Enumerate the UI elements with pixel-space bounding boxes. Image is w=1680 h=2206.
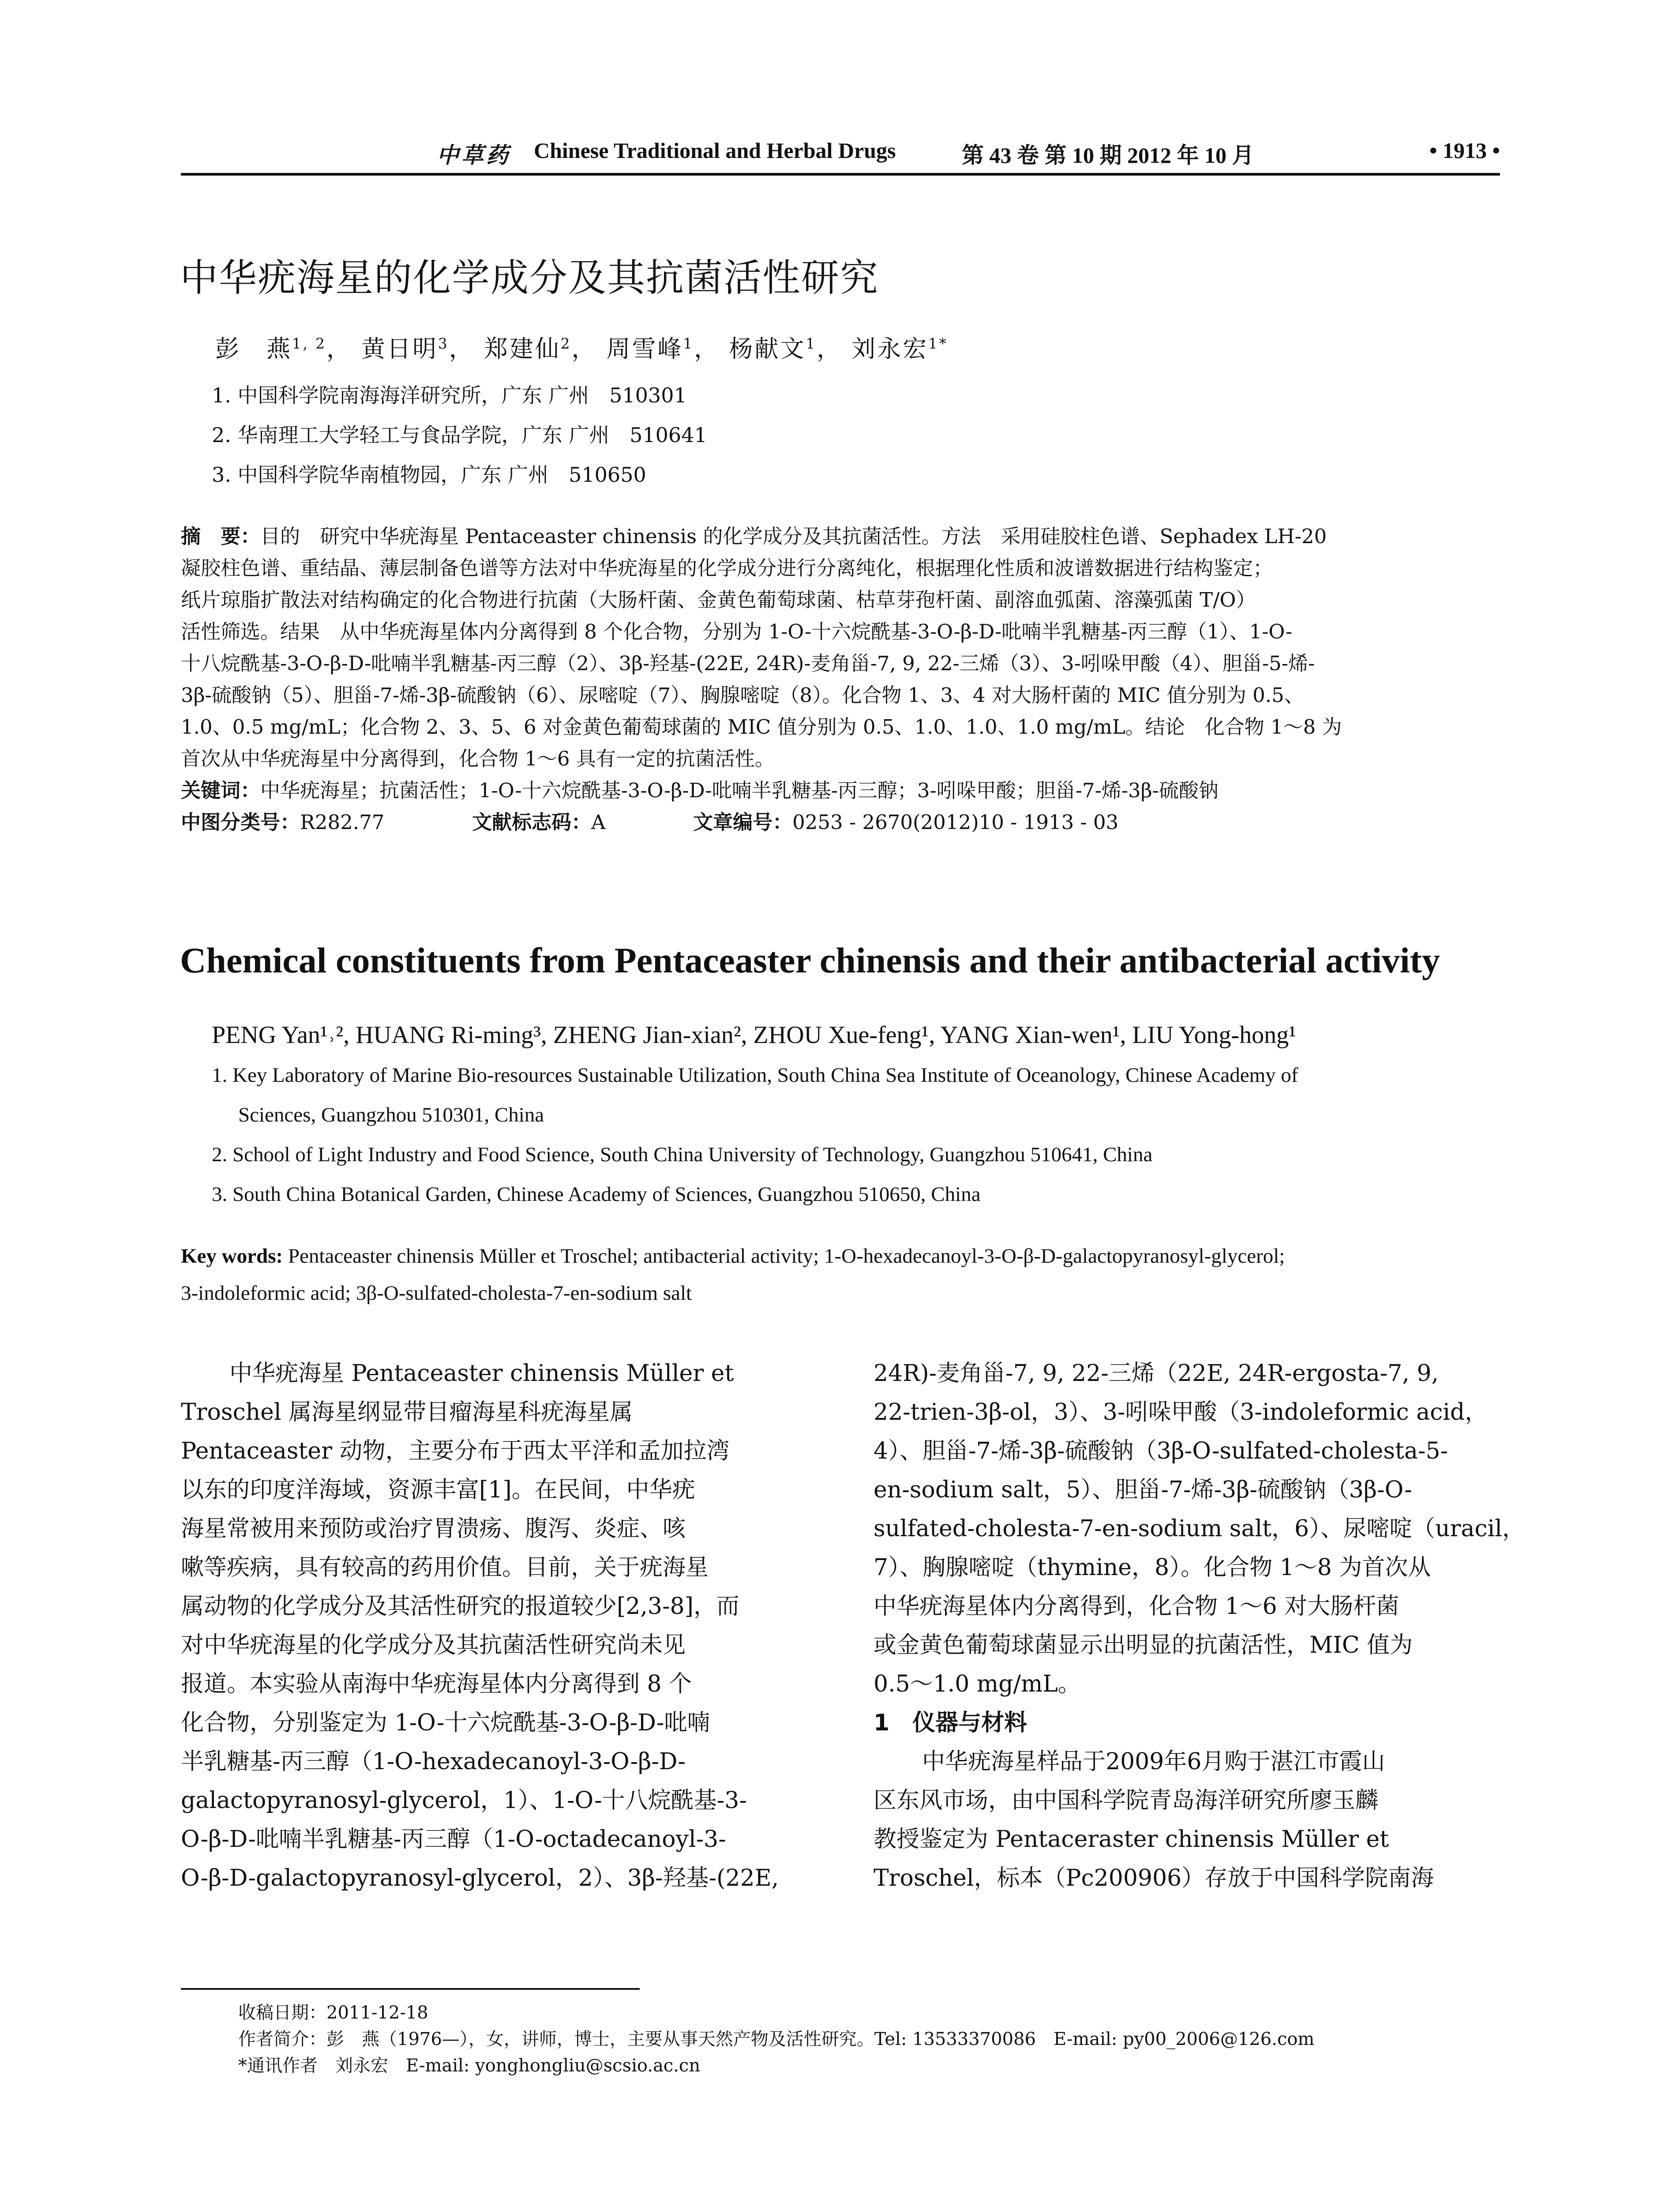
journal-name-en: Chinese Traditional and Herbal Drugs bbox=[534, 138, 896, 163]
body-line: Troschel，标本（Pc200906）存放于中国科学院南海 bbox=[874, 1865, 1434, 1891]
author-sup: 1 bbox=[683, 335, 694, 352]
page-number: • 1913 • bbox=[1429, 138, 1500, 163]
body-right-column bbox=[874, 1354, 1525, 1898]
abstract-text: 目的 研究中华疣海星 Pentaceaster chinensis 的化学成分及其抗菌活性。方法 采用硅胶柱色谱、Sephadex LH-20 bbox=[260, 525, 1327, 548]
body-line: O-β-D-galactopyranosyl-glycerol，2）、3β-羟基-(22E, bbox=[181, 1865, 779, 1891]
body-line: 中华疣海星 Pentaceaster chinensis Müller et bbox=[229, 1360, 734, 1387]
abstract-label: 摘 要： bbox=[181, 525, 261, 548]
affiliation-en-1: 1. Key Laboratory of Marine Bio-resources Sustainable Utilization, South China Sea Institute of Oceanology, Chinese Academy of bbox=[212, 1064, 1298, 1087]
keywords-en-cont: 3-indoleformic acid; 3β-O-sulfated-cholesta-7-en-sodium salt bbox=[181, 1282, 692, 1305]
authors-en: PENG Yan¹˒², HUANG Ri-ming³, ZHENG Jian-xian², ZHOU Xue-feng¹, YANG Xian-wen¹, LIU Yong-hong¹ bbox=[212, 1021, 1296, 1049]
footnote-corresponding: *通讯作者 刘永宏 E-mail: yonghongliu@scsio.ac.cn bbox=[238, 2056, 701, 2076]
body-line: Troschel 属海星纲显带目瘤海星科疣海星属 bbox=[181, 1399, 633, 1426]
footnote-received: 收稿日期：2011-12-18 bbox=[238, 2003, 428, 2023]
abstract-line: 凝胶柱色谱、重结晶、薄层制备色谱等方法对中华疣海星的化学成分进行分离纯化，根据理化性质和波谱数据进行结构鉴定； bbox=[181, 556, 1273, 580]
author-cn: 郑建仙 bbox=[484, 335, 561, 363]
body-line: 半乳糖基-丙三醇（1-O-hexadecanoyl-3-O-β-D- bbox=[181, 1748, 686, 1775]
body-line: 中华疣海星样品于2009年6月购于湛江市霞山 bbox=[922, 1748, 1385, 1775]
abstract-line: 纸片琼脂扩散法对结构确定的化合物进行抗菌（大肠杆菌、金黄色葡萄球菌、枯草芽孢杆菌、副溶血弧菌、溶藻弧菌 T/O） bbox=[181, 588, 1256, 612]
body-line: 中华疣海星体内分离得到，化合物 1～6 对大肠杆菌 bbox=[874, 1593, 1399, 1620]
affiliation-en-3: 3. South China Botanical Garden, Chinese Academy of Sciences, Guangzhou 510650, China bbox=[212, 1183, 981, 1206]
abstract-line: 活性筛选。结果 从中华疣海星体内分离得到 8 个化合物，分别为 1-O-十六烷酰基-3-O-β-D-吡喃半乳糖基-丙三醇（1）、1-O- bbox=[181, 620, 1293, 643]
classification-line bbox=[181, 807, 1504, 838]
affiliation-en-2: 2. School of Light Industry and Food Science, South China University of Technology, Guangzhou 510641, China bbox=[212, 1143, 1153, 1166]
running-header bbox=[181, 138, 1500, 168]
body-line: 教授鉴定为 Pentaceraster chinensis Müller et bbox=[874, 1826, 1389, 1853]
abstract-line: 1.0、0.5 mg/mL；化合物 2、3、5、6 对金黄色葡萄球菌的 MIC 值分别为 0.5、1.0、1.0、1.0 mg/mL。结论 化合物 1～8 为 bbox=[181, 715, 1342, 739]
abstract-line: 十八烷酰基-3-O-β-D-吡喃半乳糖基-丙三醇（2）、3β-羟基-(22E, 24R)-麦角甾-7, 9, 22-三烯（3）、3-吲哚甲酸（4）、胆甾-5-烯- bbox=[181, 652, 1315, 675]
author-cn: 彭 燕 bbox=[215, 335, 292, 363]
body-line: Pentaceaster 动物，主要分布于西太平洋和孟加拉湾 bbox=[181, 1438, 730, 1464]
abstract-line: 3β-硫酸钠（5）、胆甾-7-烯-3β-硫酸钠（6）、尿嘧啶（7）、胸腺嘧啶（8）。化合物 1、3、4 对大肠杆菌的 MIC 值分别为 0.5、 bbox=[181, 683, 1304, 707]
abstract-line: 首次从中华疣海星中分离得到，化合物 1～6 具有一定的抗菌活性。 bbox=[181, 747, 775, 770]
title-cn: 中华疣海星的化学成分及其抗菌活性研究 bbox=[180, 256, 879, 300]
doc-code-label: 文献标志码： bbox=[472, 810, 591, 834]
affiliation-cn-2: 2. 华南理工大学轻工与食品学院，广东 广州 510641 bbox=[212, 423, 707, 447]
footnote-rule bbox=[181, 1988, 640, 1990]
title-en: Chemical constituents from Pentaceaster chinensis and their antibacterial activity bbox=[180, 940, 1440, 980]
abstract-cn bbox=[181, 521, 1504, 838]
body-line: sulfated-cholesta-7-en-sodium salt，6）、尿嘧啶（uracil， bbox=[874, 1516, 1525, 1542]
article-no-label: 文章编号： bbox=[693, 810, 793, 834]
author-sup: 1, 2 bbox=[292, 335, 326, 352]
affiliation-cn-3: 3. 中国科学院华南植物园，广东 广州 510650 bbox=[212, 463, 646, 487]
affiliation-cn-1: 1. 中国科学院南海海洋研究所，广东 广州 510301 bbox=[212, 383, 687, 407]
body-line: 报道。本实验从南海中华疣海星体内分离得到 8 个 bbox=[181, 1671, 692, 1697]
body-line: 4）、胆甾-7-烯-3β-硫酸钠（3β-O-sulfated-cholesta-5- bbox=[874, 1438, 1448, 1464]
body-line: 24R)-麦角甾-7, 9, 22-三烯（22E, 24R-ergosta-7, 9, bbox=[874, 1360, 1439, 1387]
body-line: 对中华疣海星的化学成分及其抗菌活性研究尚未见 bbox=[181, 1632, 686, 1658]
authors-cn: 彭 燕$^{1, 2}$， 黄日明$^3$， 郑建仙$^2$， 周雪峰$^1$， 杨献文$^1$， 刘永宏$^{1*}$ bbox=[215, 335, 948, 363]
author-cn: 刘永宏 bbox=[851, 335, 929, 363]
clc-label: 中图分类号： bbox=[181, 810, 300, 834]
keywords-text: 中华疣海星；抗菌活性；1-O-十六烷酰基-3-O-β-D-吡喃半乳糖基-丙三醇；3-吲哚甲酸；胆甾-7-烯-3β-硫酸钠 bbox=[260, 779, 1219, 802]
body-line: 0.5～1.0 mg/mL。 bbox=[874, 1671, 1081, 1697]
author-cn: 杨献文 bbox=[729, 335, 806, 363]
author-sup: 1 bbox=[806, 335, 817, 352]
keywords-cn bbox=[181, 775, 1504, 807]
body-line: 海星常被用来预防或治疗胃溃疡、腹泻、炎症、咳 bbox=[181, 1516, 686, 1542]
body-line: 22-trien-3β-ol，3）、3-吲哚甲酸（3-indoleformic acid， bbox=[874, 1399, 1488, 1426]
section-heading-1: 1 仪器与材料 bbox=[874, 1710, 1028, 1736]
article-no-value: 0253 - 2670(2012)10 - 1913 - 03 bbox=[792, 810, 1119, 834]
keywords-en-line1: Pentaceaster chinensis Müller et Troschel; antibacterial activity; 1-O-hexadecanoyl-3-O-β-D-galactopyranosyl-glycerol; bbox=[288, 1245, 1285, 1268]
body-line: en-sodium salt，5）、胆甾-7-烯-3β-硫酸钠（3β-O- bbox=[874, 1477, 1412, 1503]
keywords-en-label: Key words: bbox=[181, 1245, 283, 1268]
keywords-en bbox=[181, 1244, 1285, 1268]
journal-name-cn: 中草药 bbox=[437, 143, 511, 168]
body-line: 嗽等疾病，具有较高的药用价值。目前，关于疣海星 bbox=[181, 1554, 709, 1581]
body-line: 属动物的化学成分及其活性研究的报道较少[2,3-8]，而 bbox=[181, 1593, 739, 1620]
header-rule bbox=[181, 173, 1500, 176]
author-cn: 黄日明 bbox=[361, 335, 438, 363]
body-line: 或金黄色葡萄球菌显示出明显的抗菌活性，MIC 值为 bbox=[874, 1632, 1413, 1658]
issue-info: 第 43 卷 第 10 期 2012 年 10 月 bbox=[962, 143, 1254, 168]
author-cn: 周雪峰 bbox=[606, 335, 683, 363]
body-line: 以东的印度洋海域，资源丰富[1]。在民间，中华疣 bbox=[181, 1477, 695, 1503]
footnote-author-bio: 作者简介：彭 燕（1976—），女，讲师，博士，主要从事天然产物及活性研究。Tel: 13533370086 E-mail: py00_2006@126.com bbox=[238, 2029, 1315, 2049]
doc-code-value: A bbox=[591, 810, 606, 834]
author-sup: 3 bbox=[438, 335, 449, 352]
body-line: galactopyranosyl-glycerol，1）、1-O-十八烷酰基-3- bbox=[181, 1787, 747, 1814]
body-line: 7）、胸腺嘧啶（thymine，8）。化合物 1～8 为首次从 bbox=[874, 1554, 1431, 1581]
body-line: 区东风市场，由中国科学院青岛海洋研究所廖玉麟 bbox=[874, 1787, 1379, 1814]
body-line: O-β-D-吡喃半乳糖基-丙三醇（1-O-octadecanoyl-3- bbox=[181, 1826, 726, 1853]
clc-value: R282.77 bbox=[300, 810, 385, 834]
affiliation-en-1-cont: Sciences, Guangzhou 510301, China bbox=[238, 1103, 544, 1126]
abstract-line bbox=[181, 521, 1504, 552]
body-line: 化合物，分别鉴定为 1-O-十六烷酰基-3-O-β-D-吡喃 bbox=[181, 1710, 710, 1736]
author-sup: 2 bbox=[560, 335, 572, 352]
body-left-column bbox=[181, 1354, 807, 1898]
author-sup: 1* bbox=[928, 335, 948, 352]
keywords-label: 关键词： bbox=[181, 779, 261, 802]
